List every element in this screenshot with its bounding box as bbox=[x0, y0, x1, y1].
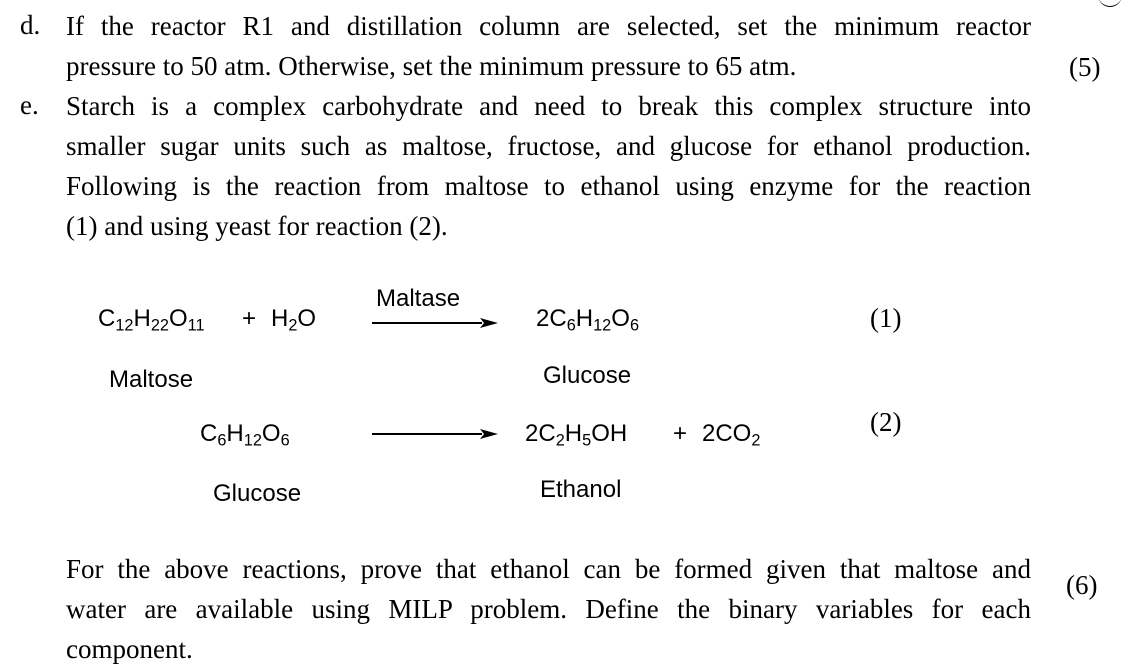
reaction-2-glucose-name: Glucose bbox=[213, 480, 302, 507]
reaction-1-arrow bbox=[370, 316, 500, 330]
question-d-text bbox=[66, 6, 1031, 86]
followup-line-3: component. bbox=[66, 634, 193, 664]
followup-text bbox=[66, 549, 1031, 669]
reaction-2-number: (2) bbox=[870, 407, 902, 437]
reaction-1-plus: + bbox=[242, 305, 257, 332]
followup-marks: (6) bbox=[1066, 570, 1098, 600]
reaction-2-ethanol-formula: $2C_2H_5OH$ bbox=[525, 420, 628, 450]
reaction-2-arrow bbox=[370, 427, 500, 441]
reaction-1-maltose-formula: $C_{12}H_{22}O_{11}$ bbox=[98, 305, 205, 335]
reaction-2-co2-formula: $2CO_2$ bbox=[702, 420, 761, 450]
question-e-line-4: (1) and using yeast for reaction (2). bbox=[66, 211, 448, 241]
question-e-label: e. bbox=[20, 90, 39, 120]
reaction-1-maltose-name: Maltose bbox=[109, 366, 194, 393]
reaction-1-enzyme-label: Maltase bbox=[376, 285, 461, 312]
question-d-line-2: pressure to 50 atm. Otherwise, set the minimum pressure to 65 atm. bbox=[66, 51, 797, 81]
reaction-1-number: (1) bbox=[870, 303, 902, 333]
reaction-2-plus: + bbox=[673, 420, 688, 447]
question-e-line-1: Starch is a complex carbohydrate and need to break this complex structure into bbox=[66, 91, 1031, 121]
followup-line-1: For the above reactions, prove that ethanol can be formed given that maltose and bbox=[66, 554, 1031, 584]
reaction-1-glucose-formula: $2C_6H_{12}O_6$ bbox=[536, 305, 640, 335]
followup-line-2: water are available using MILP problem. Define the binary variables for each bbox=[66, 594, 1031, 624]
reaction-2-glucose-formula: $C_6H_{12}O_6$ bbox=[200, 420, 290, 450]
reaction-1-glucose-name: Glucose bbox=[543, 362, 632, 389]
question-e-text bbox=[66, 86, 1031, 246]
question-d-marks: (5) bbox=[1069, 52, 1101, 82]
partial-marks-cutoff bbox=[1098, 0, 1122, 7]
question-e-line-3: Following is the reaction from maltose to ethanol using enzyme for the reaction bbox=[66, 171, 1031, 201]
question-d-label: d. bbox=[20, 10, 41, 40]
question-d-line-1: If the reactor R1 and distillation column are selected, set the minimum reactor bbox=[66, 11, 1031, 41]
reaction-2-ethanol-name: Ethanol bbox=[540, 476, 622, 503]
reaction-1-water-formula: $H_2O$ bbox=[271, 305, 317, 335]
question-e-line-2: smaller sugar units such as maltose, fructose, and glucose for ethanol production. bbox=[66, 131, 1031, 161]
